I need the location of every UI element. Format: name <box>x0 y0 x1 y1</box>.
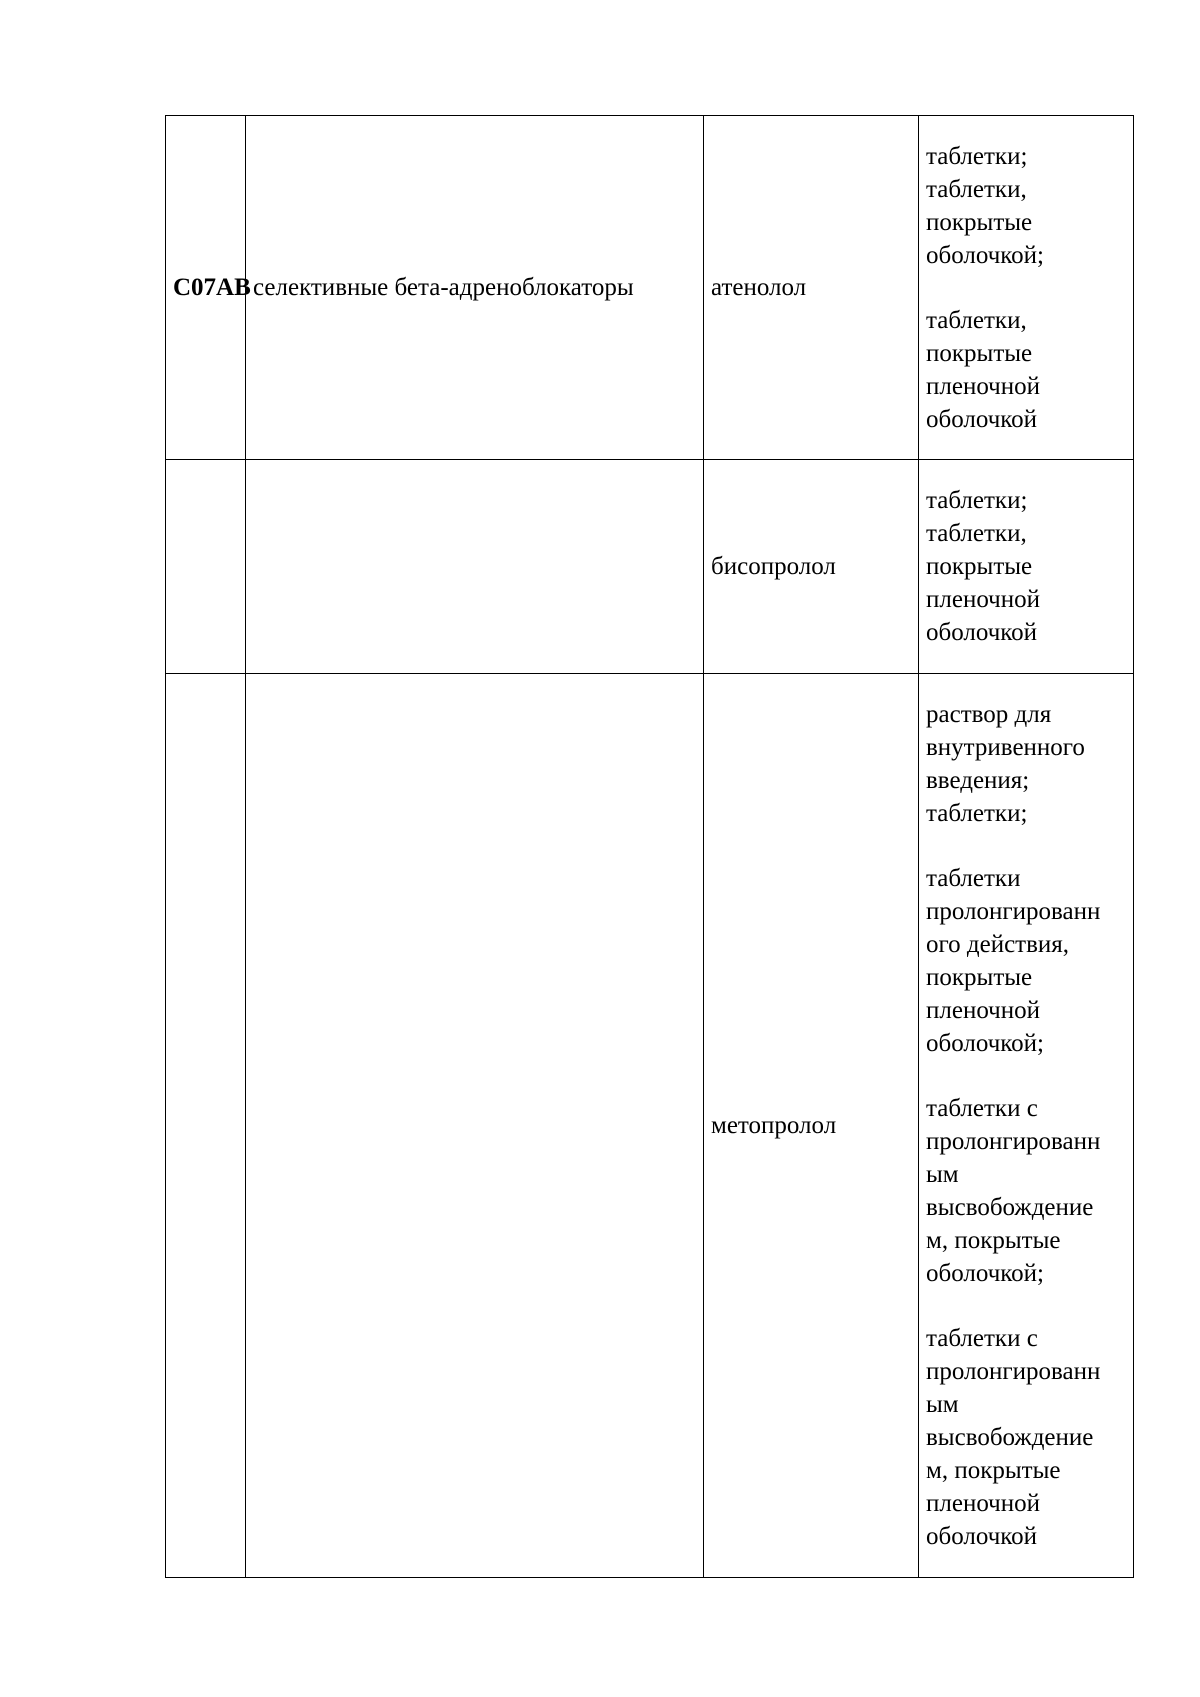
dosage-forms-cell <box>919 674 1134 1578</box>
dosage-form-entry: таблетки, покрытые пленочной оболочкой <box>926 306 1041 433</box>
atc-code-cell: C07AB <box>166 116 246 460</box>
pharmacological-group-cell <box>246 674 704 1578</box>
drug-table <box>165 115 1134 1578</box>
table-row <box>166 460 1134 674</box>
table-row <box>166 116 1134 460</box>
drug-name-cell: бисопролол <box>704 460 919 674</box>
table-row <box>166 674 1134 1578</box>
dosage-form-entry: таблетки; таблетки, покрытые пленочной оболочкой <box>926 487 1041 646</box>
atc-code-cell <box>166 460 246 674</box>
drug-name-cell: атенолол <box>704 116 919 460</box>
atc-code-cell <box>166 674 246 1578</box>
dosage-form-entry: таблетки пролонгированн ого действия, покрытые пленочной оболочкой; <box>926 865 1101 1057</box>
dosage-form-entry: таблетки с пролонгированн ым высвобождение м, покрытые пленочной оболочкой <box>926 1325 1101 1550</box>
dosage-forms-cell <box>919 460 1134 674</box>
pharmacological-group-cell: селективные бета-адреноблокаторы <box>246 116 704 460</box>
dosage-form-entry: раствор для внутривенного введения; таблетки; <box>926 701 1085 827</box>
pharmacological-group-cell <box>246 460 704 674</box>
dosage-form-entry: таблетки с пролонгированн ым высвобождение м, покрытые оболочкой; <box>926 1095 1101 1287</box>
drug-name-cell: метопролол <box>704 674 919 1578</box>
dosage-form-entry: таблетки; таблетки, покрытые оболочкой; <box>926 142 1044 269</box>
dosage-forms-cell <box>919 116 1134 460</box>
